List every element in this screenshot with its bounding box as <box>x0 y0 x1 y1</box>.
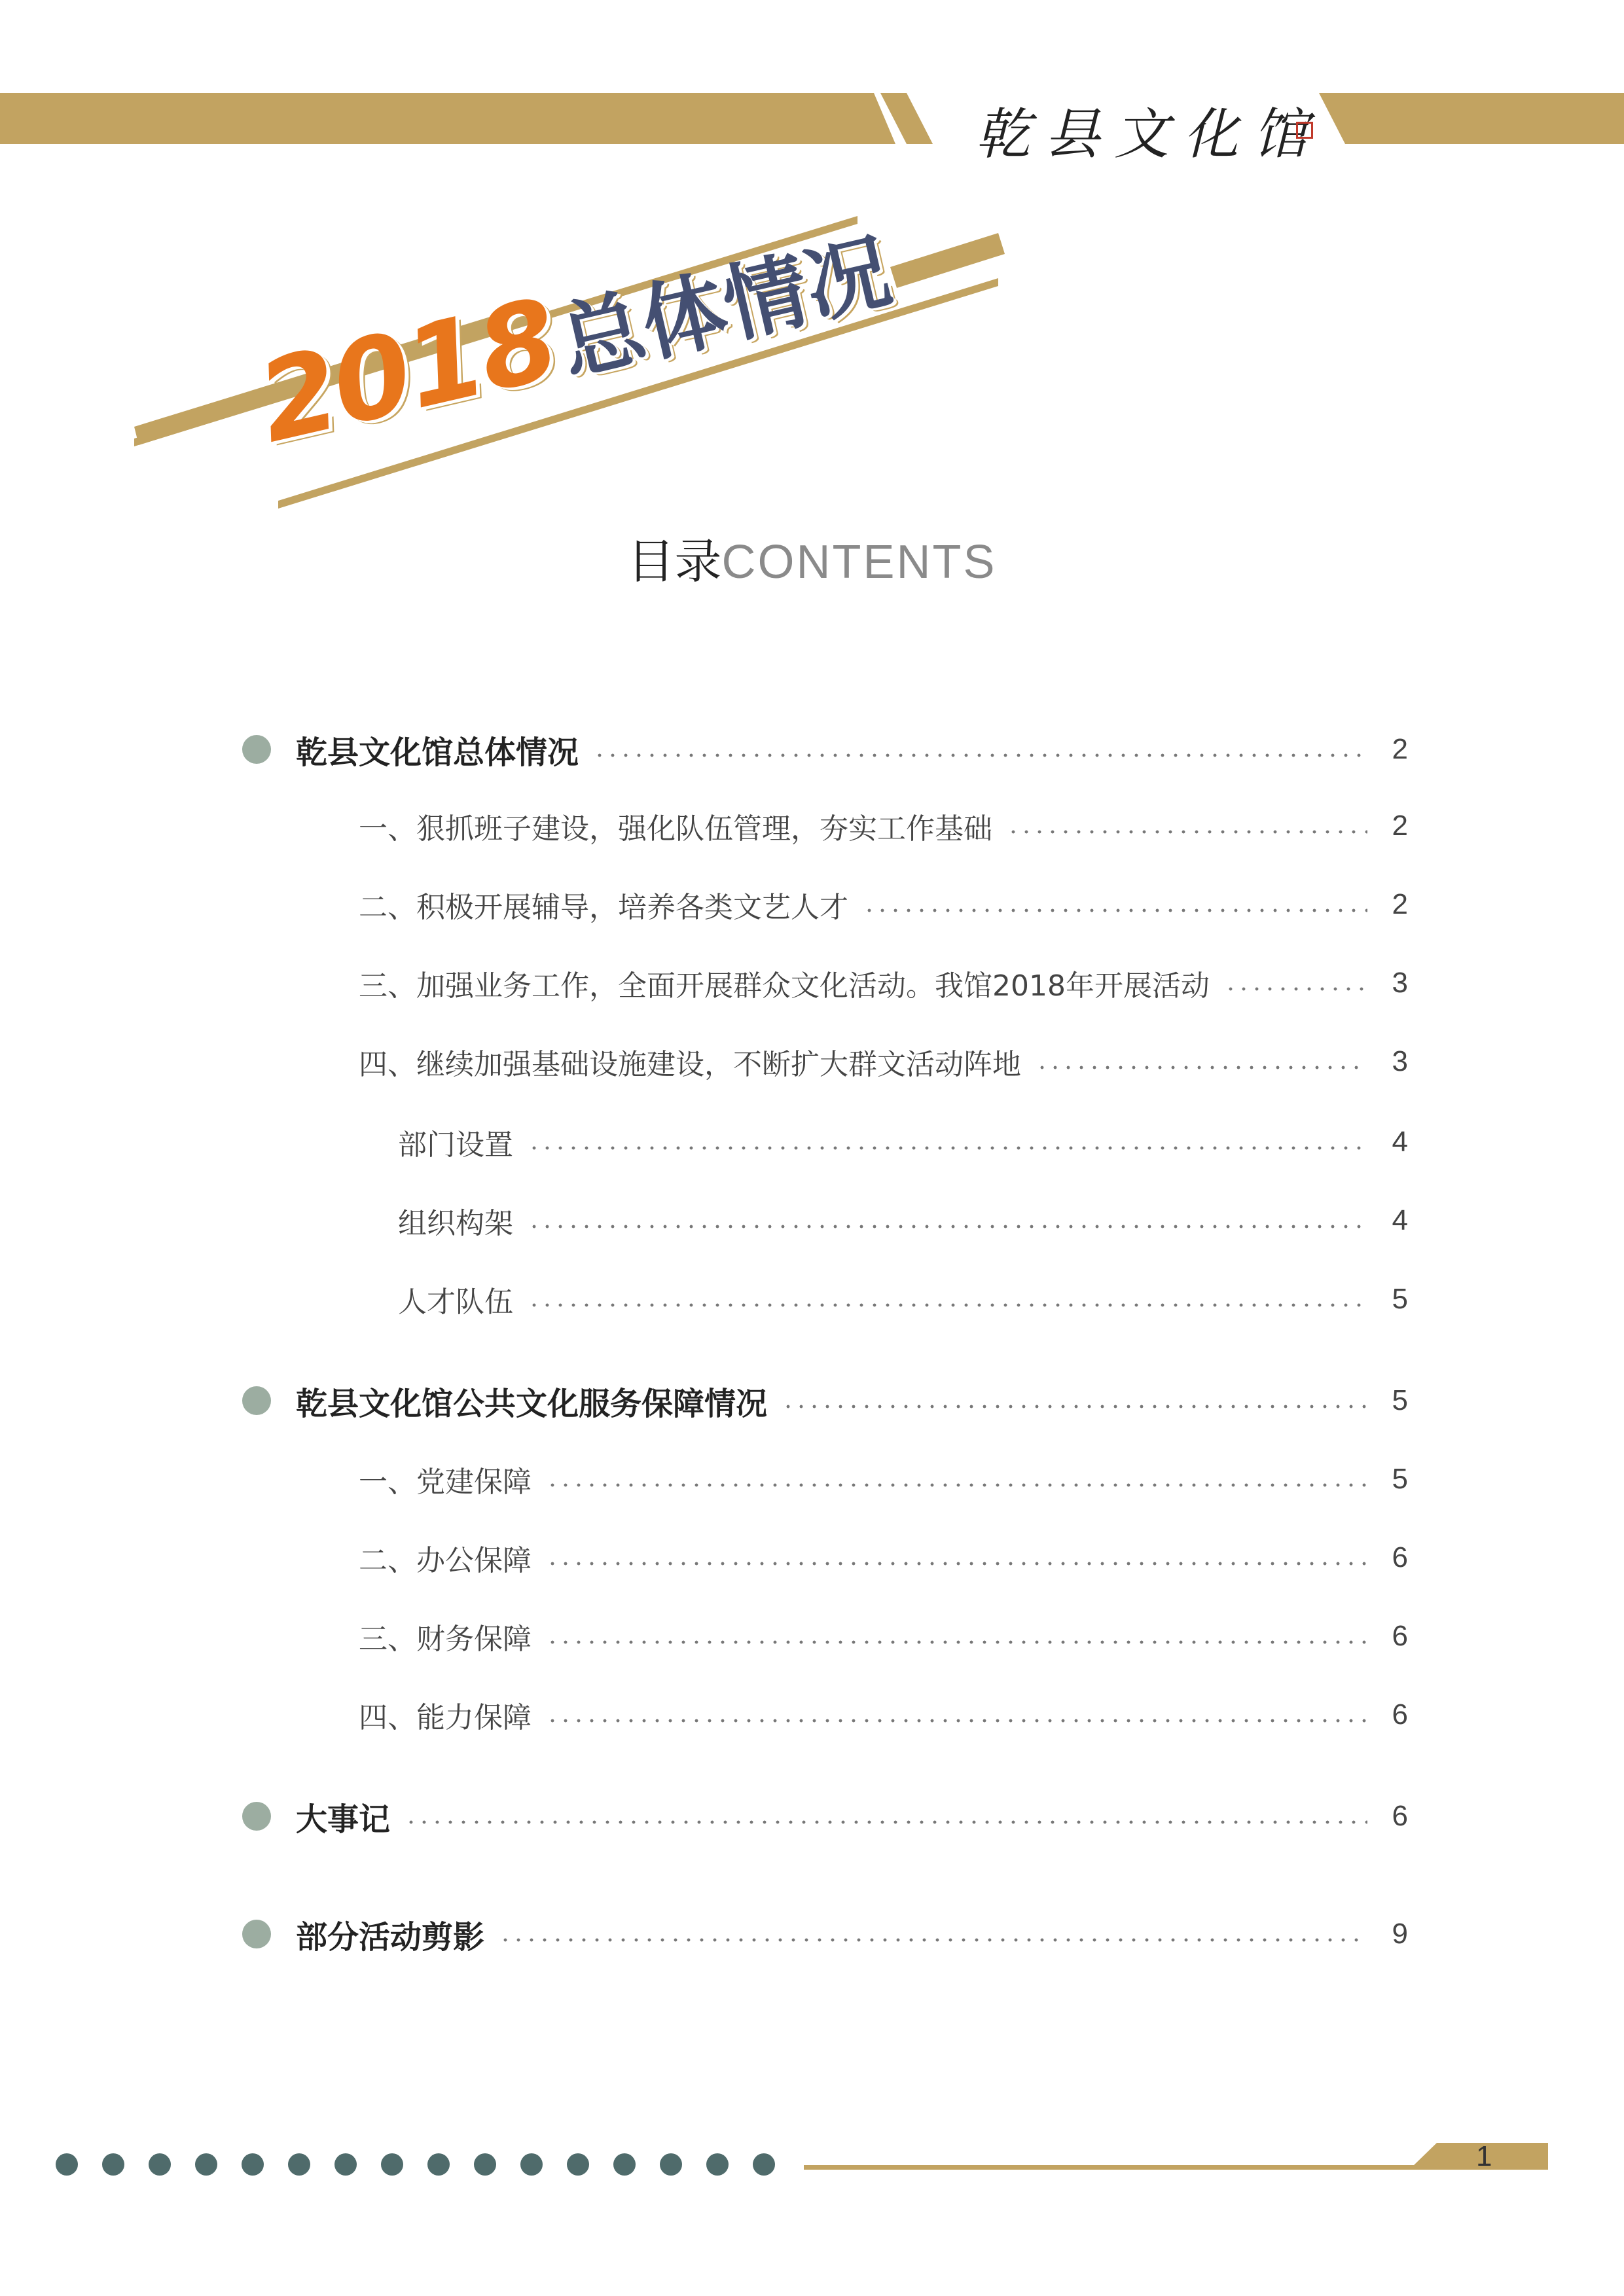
toc-entry[interactable] <box>359 1610 1408 1662</box>
contents-heading <box>0 524 1624 592</box>
toc-entry-label: 二、办公保障 <box>359 1544 532 1577</box>
footer-bar <box>0 2127 1624 2206</box>
toc-entry[interactable] <box>359 800 1408 852</box>
toc-entry-page: 6 <box>1392 1800 1408 1832</box>
toc-entry-label: 四、继续加强基础设施建设，不断扩大群文活动阵地 <box>359 1048 1021 1081</box>
toc-entry-page: 3 <box>1392 1045 1408 1077</box>
toc-entry-page: 2 <box>1392 888 1408 920</box>
toc-entry[interactable] <box>398 1273 1408 1325</box>
bullet-icon <box>242 1802 271 1831</box>
toc-entry[interactable] <box>242 723 1408 776</box>
header-band <box>0 0 1624 166</box>
dot-leader <box>1036 1066 1367 1069</box>
toc-entry-label: 二、积极开展辅导，培养各类文艺人才 <box>359 891 848 924</box>
toc-entry[interactable] <box>359 957 1408 1009</box>
toc-entry[interactable] <box>242 1908 1408 1960</box>
toc-entry-label: 三、加强业务工作，全面开展群众文化活动。我馆2018年开展活动 <box>359 969 1210 1003</box>
toc-entry[interactable] <box>242 1790 1408 1842</box>
toc-entry[interactable] <box>359 1689 1408 1741</box>
logo-calligraphy: 乾县文化馆 <box>975 102 1323 166</box>
toc-entry-label: 组织构架 <box>398 1207 513 1240</box>
toc-entry-label: 人才队伍 <box>398 1285 513 1319</box>
header-band-graphic <box>0 0 1624 157</box>
toc-entry-label: 一、党建保障 <box>359 1465 532 1499</box>
toc-entry-label: 大事记 <box>296 1801 391 1838</box>
toc-entry-label: 三、财务保障 <box>359 1623 532 1656</box>
toc-entry-page: 6 <box>1392 1541 1408 1573</box>
dot-leader <box>782 1405 1367 1408</box>
dot-leader <box>499 1938 1367 1942</box>
toc-entry-label: 部分活动剪影 <box>296 1918 485 1956</box>
toc-entry[interactable] <box>398 1194 1408 1247</box>
dot-leader <box>1007 830 1367 834</box>
seal-icon <box>1296 122 1313 139</box>
toc-entry-page: 9 <box>1392 1918 1408 1950</box>
toc-entry[interactable] <box>398 1116 1408 1168</box>
toc-entry-label: 乾县文化馆总体情况 <box>296 734 579 771</box>
toc-entry[interactable] <box>359 878 1408 931</box>
toc-entry-label: 部门设置 <box>398 1128 513 1162</box>
dot-leader <box>546 1640 1367 1644</box>
dot-leader <box>528 1303 1367 1307</box>
dot-leader <box>546 1483 1367 1487</box>
dot-leader <box>1224 987 1367 991</box>
toc-entry-page: 6 <box>1392 1698 1408 1731</box>
toc-entry-page: 2 <box>1392 810 1408 842</box>
contents-title-cn: 目录 <box>627 534 722 589</box>
toc-entry-page: 3 <box>1392 967 1408 999</box>
dot-leader <box>546 1562 1367 1566</box>
toc-entry[interactable] <box>359 1453 1408 1505</box>
dot-leader <box>528 1225 1367 1229</box>
bullet-icon <box>242 1386 271 1415</box>
toc-entry[interactable] <box>359 1035 1408 1088</box>
toc-entry-label: 乾县文化馆公共文化服务保障情况 <box>296 1385 768 1422</box>
toc-entry-page: 6 <box>1392 1620 1408 1652</box>
dot-leader <box>863 908 1367 912</box>
dot-leader <box>528 1146 1367 1150</box>
dot-leader <box>546 1719 1367 1723</box>
banner-year: 2018 <box>247 274 568 469</box>
toc-entry-label: 四、能力保障 <box>359 1701 532 1734</box>
bullet-icon <box>242 735 271 764</box>
toc-entry-page: 5 <box>1392 1283 1408 1315</box>
bullet-icon <box>242 1920 271 1948</box>
toc-entry-page: 2 <box>1392 733 1408 765</box>
toc-entry[interactable] <box>242 1374 1408 1427</box>
toc-entry-label: 一、狠抓班子建设，强化队伍管理，夯实工作基础 <box>359 812 992 846</box>
page-number: 1 <box>1476 2140 1492 2172</box>
dot-leader <box>405 1820 1367 1824</box>
toc-entry-page: 5 <box>1392 1463 1408 1495</box>
toc-entry[interactable] <box>359 1532 1408 1584</box>
toc-entry-page: 4 <box>1392 1126 1408 1158</box>
toc-entry-page: 4 <box>1392 1204 1408 1236</box>
dot-leader <box>593 753 1367 757</box>
banner-subtitle: 总体情况 <box>550 223 900 393</box>
contents-title-en: CONTENTS <box>721 536 997 588</box>
toc-entry-page: 5 <box>1392 1384 1408 1416</box>
